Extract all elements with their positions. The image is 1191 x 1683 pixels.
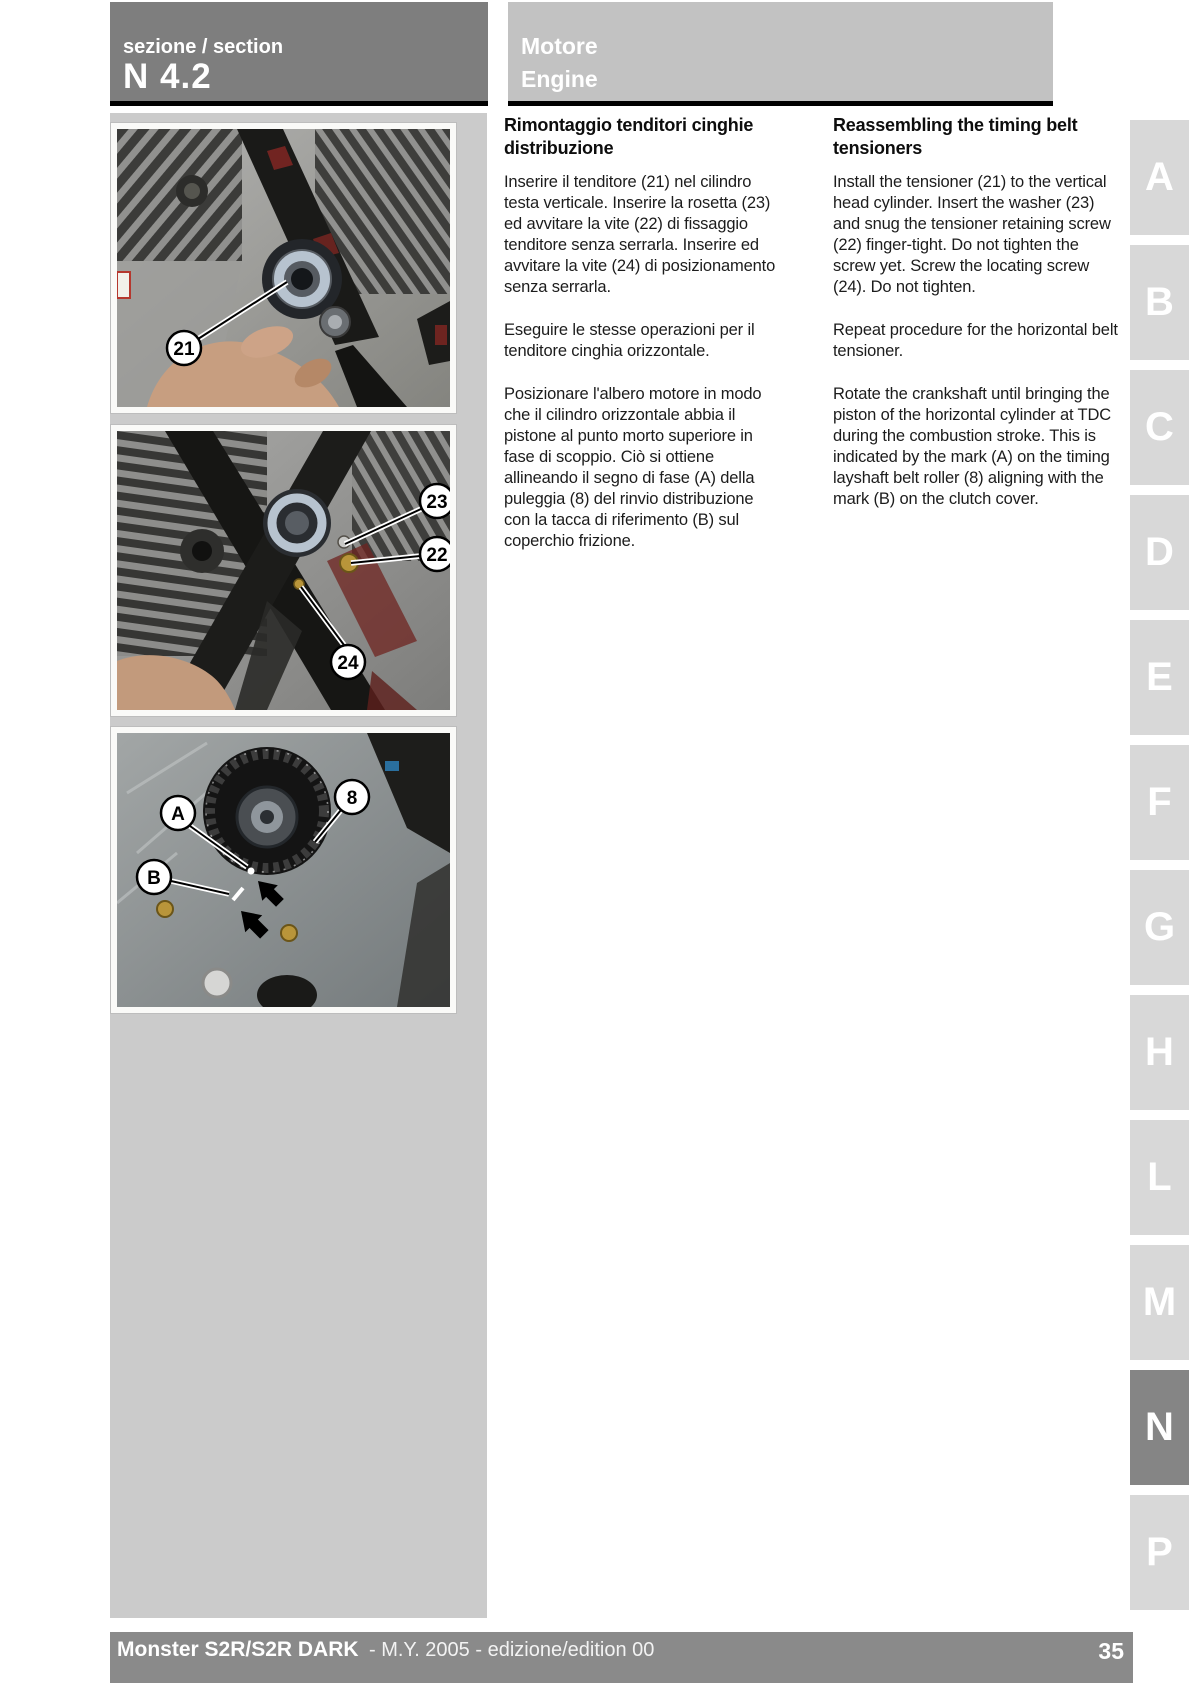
chapter-title-italian: Motore <box>521 33 598 59</box>
section-tab-a: A <box>1130 120 1189 235</box>
section-tab-n-active: N <box>1130 1370 1189 1485</box>
svg-text:24: 24 <box>337 653 359 674</box>
header-rule-right <box>508 101 1053 106</box>
mark-A-dot <box>248 868 255 875</box>
photo3-illustration <box>117 733 450 1007</box>
photo1-illustration <box>117 129 450 407</box>
header-rule-left <box>110 101 488 106</box>
footer-bar <box>110 1632 1133 1683</box>
footer-edition: - M.Y. 2005 - edizione/edition 00 <box>369 1639 655 1661</box>
italian-paragraph-2: Eseguire le stesse operazioni per il tenditore cinghia orizzontale. <box>504 321 755 360</box>
section-tab-d: D <box>1130 495 1189 610</box>
tensioner-bearing <box>263 489 331 557</box>
section-tab-p: P <box>1130 1495 1189 1610</box>
section-tab-c: C <box>1130 370 1189 485</box>
english-column <box>833 114 1123 532</box>
section-tab-g: G <box>1130 870 1189 985</box>
section-tab-e: E <box>1130 620 1189 735</box>
timing-layshaft-roller-8 <box>203 747 331 875</box>
section-label: sezione / section <box>123 36 284 58</box>
photo-timing-marks <box>111 727 456 1013</box>
page-number: 35 <box>1098 1638 1124 1664</box>
italian-heading: Rimontaggio tenditori cinghie distribuzione <box>504 115 754 158</box>
svg-text:22: 22 <box>426 545 448 566</box>
section-tab-l: L <box>1130 1120 1189 1235</box>
chapter-title-english: Engine <box>521 66 598 92</box>
section-header-box <box>110 2 488 101</box>
svg-text:B: B <box>147 868 161 889</box>
section-code: N 4.2 <box>123 57 212 96</box>
photo-tensioner-install <box>111 123 456 413</box>
english-heading: Reassembling the timing belt tensioners <box>833 115 1078 158</box>
section-tab-h: H <box>1130 995 1189 1110</box>
svg-text:21: 21 <box>173 339 195 360</box>
cover-screw <box>281 925 297 941</box>
photo2-illustration <box>117 431 450 710</box>
english-paragraph-3: Rotate the crankshaft until bringing the piston of the horizontal cylinder at TDC during the combustion stroke. This is indicated by the mark (A) on the timing layshaft belt roller (8) aligning with the mark (B) on the clutch cover. <box>833 385 1112 508</box>
photo-tensioner-screws <box>111 425 456 716</box>
warning-sticker <box>117 272 130 298</box>
svg-text:A: A <box>171 804 185 825</box>
italian-paragraph-3: Posizionare l'albero motore in modo che il cilindro orizzontale abbia il pistone al punto morto superiore in fase di scoppio. Ciò si ottiene allineando il segno di fase (A) della puleggia (8) del rinvio distribuzione con la tacca di riferimento (B) sul coperchio frizione. <box>504 385 762 550</box>
section-tab-b: B <box>1130 245 1189 360</box>
italian-column <box>504 114 782 574</box>
footer-model: Monster S2R/S2R DARK <box>117 1638 359 1661</box>
english-paragraph-2: Repeat procedure for the horizontal belt tensioner. <box>833 321 1118 360</box>
section-tab-m: M <box>1130 1245 1189 1360</box>
svg-text:23: 23 <box>426 492 448 513</box>
svg-text:8: 8 <box>346 788 358 809</box>
washer <box>203 969 231 997</box>
chapter-header-box <box>508 2 1053 101</box>
english-paragraph-1: Install the tensioner (21) to the vertical head cylinder. Insert the washer (23) and snug the tensioner retaining screw (22) finger-tight. Do not tighten the screw yet. Screw the locating screw (24). Do not tighten. <box>833 173 1111 296</box>
section-tab-f: F <box>1130 745 1189 860</box>
italian-paragraph-1: Inserire il tenditore (21) nel cilindro testa verticale. Inserire la rosetta (23) ed avvitare la vite (22) di fissaggio tenditore senza serrarla. Inserire ed avvitare la vite (24) di posizionamento senza serrarla. <box>504 173 776 296</box>
cover-screw <box>157 901 173 917</box>
